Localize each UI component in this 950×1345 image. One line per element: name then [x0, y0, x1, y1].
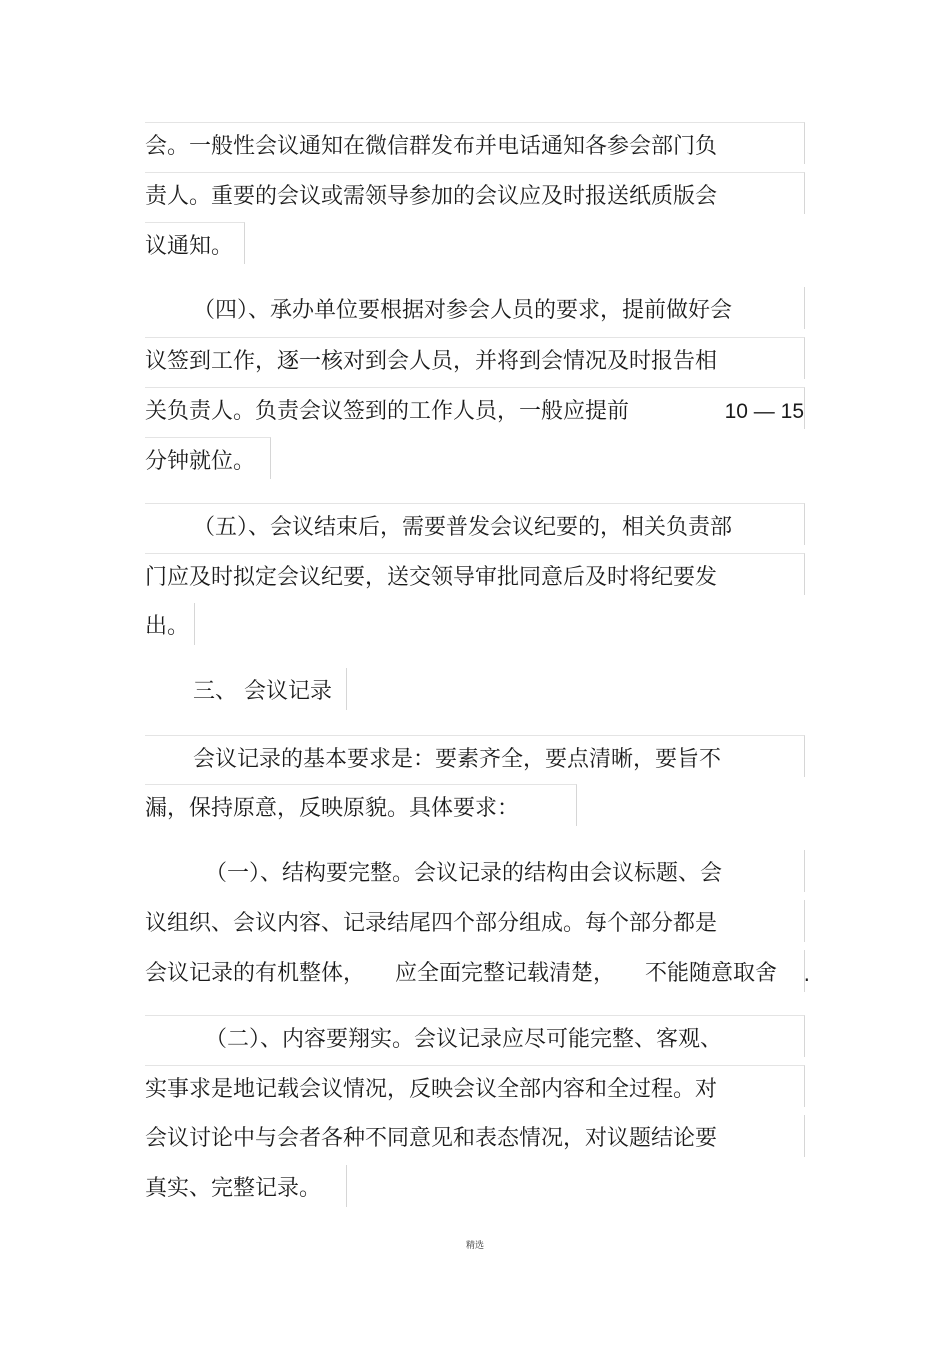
text-line-content: 实事求是地记载会议情况，反映会议全部内容和全过程。对: [145, 1077, 718, 1102]
text-line: [145, 1165, 347, 1207]
text-line: [145, 735, 805, 777]
text-line: [145, 337, 805, 379]
text-line: [145, 503, 805, 545]
text-line: [145, 1015, 805, 1057]
text-line-content: 真实、完整记录。: [145, 1176, 322, 1201]
text-line-content: 出。: [145, 614, 190, 639]
text-line: [145, 122, 805, 164]
trailing-period: .: [803, 962, 810, 986]
text-line: [145, 603, 195, 645]
text-line-content: 议签到工作，逐一核对到会人员，并将到会情况及时报告相: [145, 349, 718, 374]
text-line-content: 分钟就位。: [145, 449, 256, 474]
text-segment: 不能随意取舍: [645, 961, 778, 986]
text-line: [145, 900, 805, 942]
text-segment: 应全面完整记载清楚，: [395, 961, 616, 986]
text-line: [145, 553, 805, 595]
text-line-content: 议组织、会议内容、记录结尾四个部分组成。每个部分都是: [145, 911, 718, 936]
text-line-content: （五）、会议结束后，需要普发会议纪要的，相关负责部: [193, 515, 733, 540]
text-line: [145, 850, 805, 892]
text-line-content: 会议讨论中与会者各种不同意见和表态情况，对议题结论要: [145, 1126, 718, 1151]
section-heading-text: 三、 会议记录: [193, 679, 332, 704]
page-footer: 精选: [465, 1241, 484, 1251]
text-line: [145, 172, 805, 214]
text-line-content: 关负责人。负责会议签到的工作人员，一般应提前: [145, 399, 630, 424]
text-line: [145, 222, 245, 264]
section-heading: [145, 668, 347, 710]
text-segment: 会议记录的有机整体，: [145, 961, 366, 986]
text-line: [145, 950, 810, 992]
text-line-content: （一）、结构要完整。会议记录的结构由会议标题、会: [205, 861, 723, 886]
text-line-content: 门应及时拟定会议纪要，送交领导审批同意后及时将纪要发: [145, 565, 718, 590]
text-line: [145, 1115, 805, 1157]
text-line-content: （四）、承办单位要根据对参会人员的要求，提前做好会: [193, 298, 733, 323]
text-line: [145, 784, 577, 826]
text-line: [145, 387, 805, 429]
text-line: [145, 1065, 805, 1107]
text-line-content: 议通知。: [145, 234, 234, 259]
text-line-content: （二）、内容要翔实。会议记录应尽可能完整、客观、: [205, 1027, 723, 1052]
text-line-content: 责人。重要的会议或需领导参加的会议应及时报送纸质版会: [145, 184, 718, 209]
text-line-content: 漏，保持原意，反映原貌。具体要求：: [145, 796, 520, 821]
text-line: [145, 287, 805, 329]
text-line: [145, 437, 271, 479]
minutes-range: 10 — 15: [724, 400, 804, 423]
text-line-content: 会议记录的基本要求是：要素齐全，要点清晰，要旨不: [193, 747, 722, 772]
text-line-content: 会。一般性会议通知在微信群发布并电话通知各参会部门负: [145, 134, 718, 159]
